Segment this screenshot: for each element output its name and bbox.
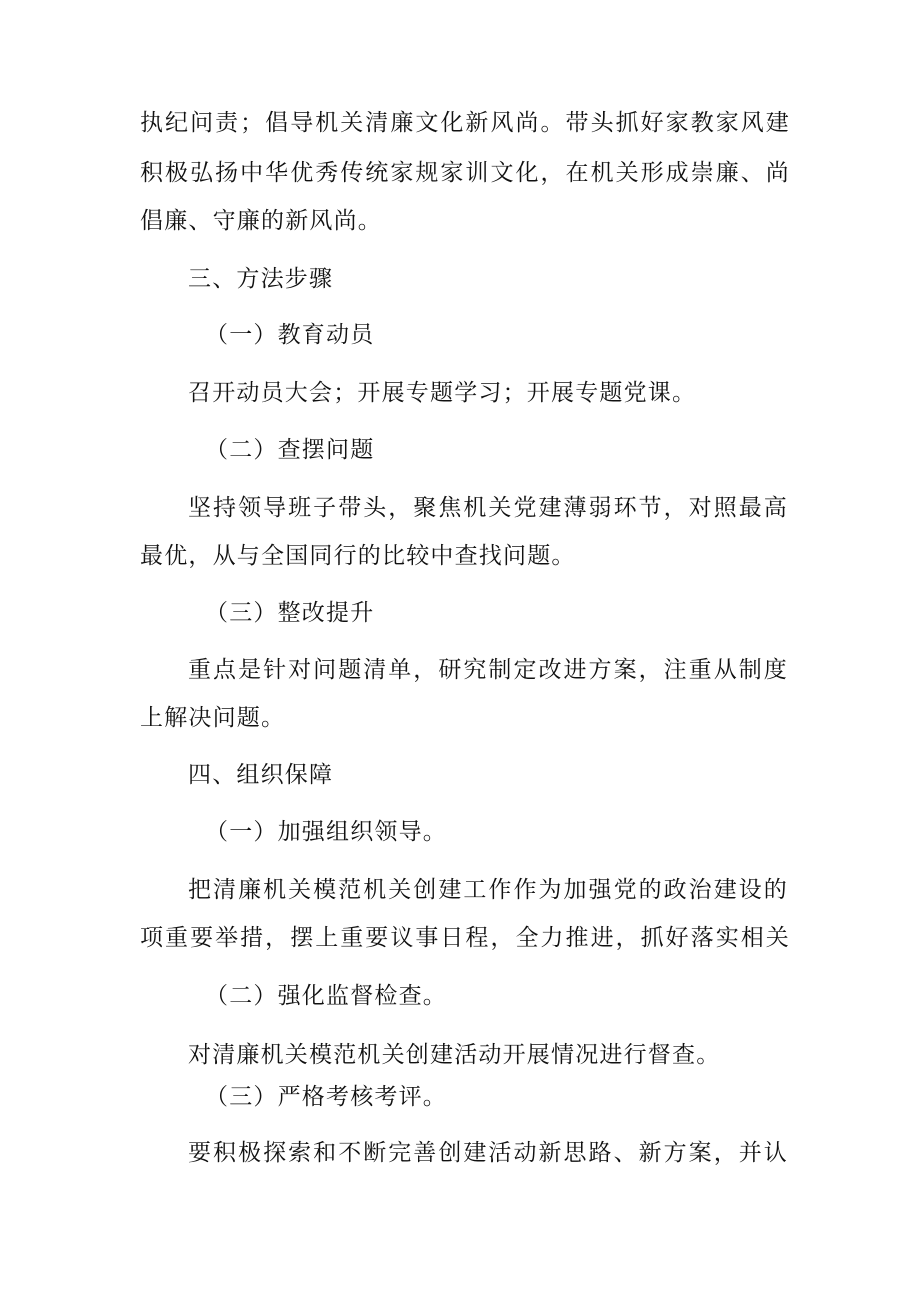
paragraph-line-5: 坚持领导班子带头，聚焦机关党建薄弱环节，对照最高 [188, 495, 788, 521]
paragraph-line-6: 最优，从与全国同行的比较中查找问题。 [140, 543, 576, 569]
paragraph-line-8: 上解决问题。 [140, 705, 286, 731]
paragraph-line-10: 项重要举措，摆上重要议事日程，全力推进，抓好落实相关 [140, 925, 790, 951]
section-heading-3: 三、方法步骤 [188, 266, 334, 292]
paragraph-line-3: 倡廉、守廉的新风尚。 [140, 208, 382, 234]
subheading-rectify: （三）整改提升 [205, 600, 375, 626]
paragraph-line-9: 把清廉机关模范机关创建工作作为加强党的政治建设的 [188, 877, 788, 903]
subheading-problems: （二）查摆问题 [205, 437, 375, 463]
subheading-leadership: （一）加强组织领导。 [205, 819, 447, 845]
paragraph-line-12: 要积极探索和不断完善创建活动新思路、新方案，并认 [188, 1140, 788, 1166]
subheading-supervision: （二）强化监督检查。 [205, 983, 447, 1009]
subheading-education: （一）教育动员 [205, 322, 375, 348]
paragraph-line-1: 执纪问责；倡导机关清廉文化新风尚。带头抓好家教家风建 [140, 110, 790, 136]
paragraph-line-2: 积极弘扬中华优秀传统家规家训文化，在机关形成崇廉、尚 [140, 160, 790, 186]
paragraph-line-7: 重点是针对问题清单，研究制定改进方案，注重从制度 [188, 657, 788, 683]
paragraph-line-4: 召开动员大会；开展专题学习；开展专题党课。 [188, 380, 697, 406]
paragraph-line-11: 对清廉机关模范机关创建活动开展情况进行督查。 [188, 1042, 721, 1068]
subheading-assessment: （三）严格考核考评。 [205, 1084, 447, 1110]
section-heading-4: 四、组织保障 [188, 762, 334, 788]
